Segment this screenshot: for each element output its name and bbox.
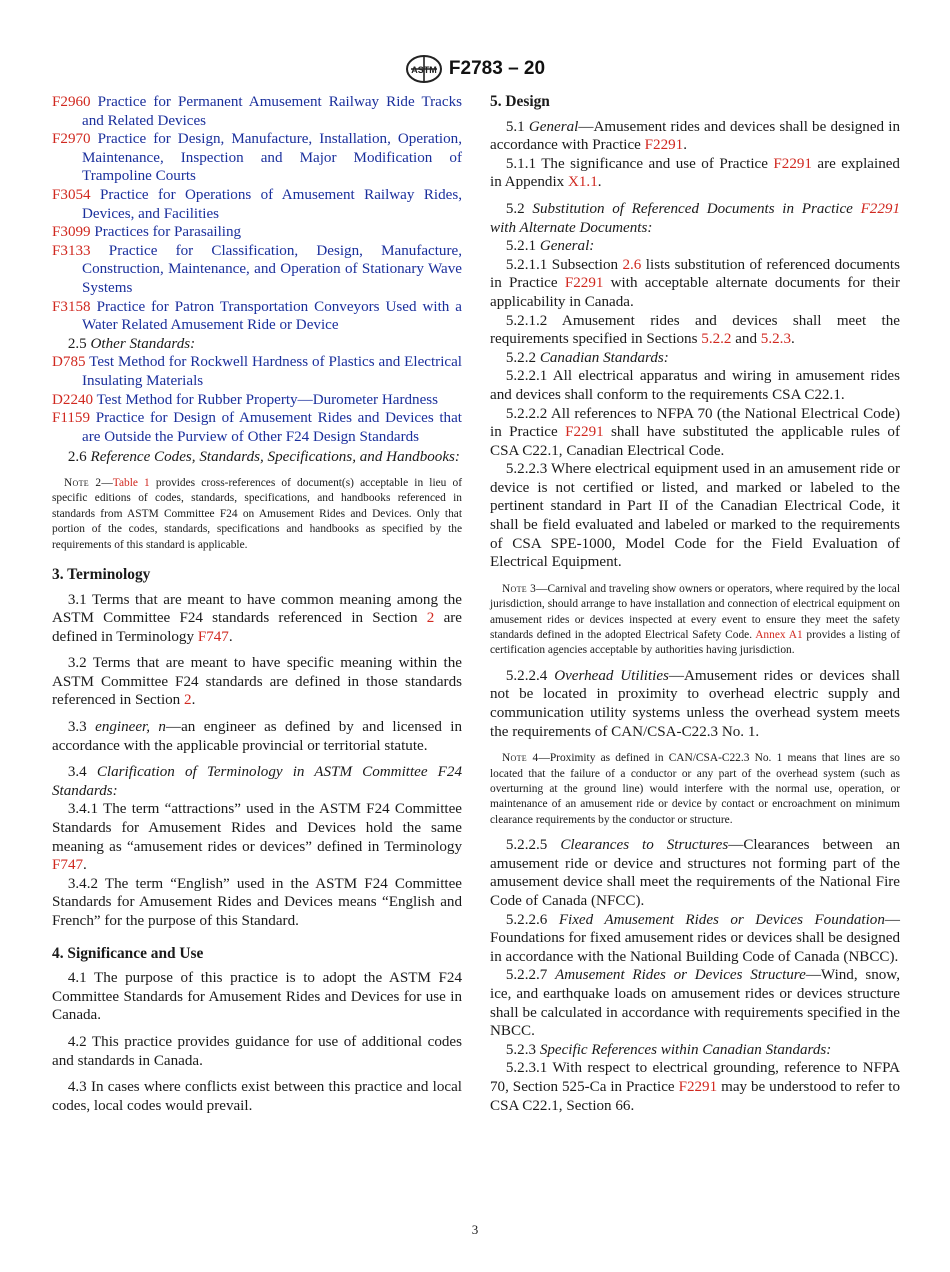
f747-link[interactable]: F747 (197, 628, 229, 645)
paragraph-5-2-3-1: 5.2.3.1 With respect to electrical grounding, reference to NFPA 70, Section 525-Ca in Practice F2291 may be understood to refer to CSA C22.1, Section 66. (490, 1060, 900, 1114)
reference-f3158[interactable]: F3158 Practice for Patron Transportation Conveyors Used with a Water Related Amusement Ride or Device (52, 298, 462, 334)
paragraph-4-1: 4.1 The purpose of this practice is to adopt the ASTM F24 Committee Standards for Amusement Rides and Devices for use in Canada. (52, 970, 462, 1024)
paragraph-5-2-3: 5.2.3 Specific References within Canadian Standards: (505, 1041, 832, 1058)
reference-f3133[interactable]: F3133 Practice for Classification, Design, Manufacture, Construction, Maintenance, and Operation of Stationary Wave Systems (52, 242, 462, 296)
reference-f2970[interactable]: F2970 Practice for Design, Manufacture, Installation, Operation, Maintenance, Inspection and Major Modification of Trampoline Courts (52, 131, 462, 185)
paragraph-5-2-2-3: 5.2.2.3 Where electrical equipment used in an amusement ride or device is not certified or listed, and marked or labeled to the pertinent standard in Part II of the Canadian Electrical Code, it shall be field evaluated and labeled or marked to the requirements of CSA SPE-1000, Model Code for the Field Evaluation of Electrical Equipment. (490, 461, 900, 571)
reference-f3054[interactable]: F3054 Practice for Operations of Amusement Railway Rides, Devices, and Facilities (52, 186, 462, 222)
section-3-heading: 3. Terminology (52, 565, 151, 583)
standard-designation: F2783 – 20 (448, 58, 546, 79)
page-number: 3 (471, 1222, 479, 1237)
f2291-link[interactable]: F2291 (678, 1079, 718, 1095)
paragraph-5-2-2-4: 5.2.2.4 Overhead Utilities—Amusement rides or devices shall not be located in proximity to overhead electric supply and communication utility systems unless the overhead system meets the requirements of CAN/CSA-C22.3 No. 1. (490, 667, 901, 740)
section-5-2-3-link[interactable]: 5.2.3 (760, 331, 791, 348)
table-1-link[interactable]: Table 1 (112, 476, 150, 489)
reference-f3099[interactable]: F3099 Practices for Parasailing (52, 224, 242, 241)
f747-link[interactable]: F747 (52, 857, 84, 874)
paragraph-5-1: 5.1 General—Amusement rides and devices shall be designed in accordance with Practice F2291. (490, 118, 900, 154)
paragraph-5-2: 5.2 Substitution of Referenced Documents in Practice F2291 with Alternate Documents: (490, 200, 900, 236)
left-column (52, 93, 462, 1115)
f2291-link[interactable]: F2291 (644, 137, 684, 154)
section-2-6-heading: 2.6 Reference Codes, Standards, Specifications, and Handbooks: (67, 449, 460, 466)
note-3: Note 3—Carnival and traveling show owners or operators, where required by the local jurisdiction, should arrange to have installation and connection of electrical equipment on amusement rides or devices inspected at every event to ensure they meet the safety standards defined in the adopted Electrical Safety Code. Annex A1 provides a listing of certification agencies acceptable by authorities having jurisdiction. (490, 582, 901, 657)
paragraph-3-2: 3.2 Terms that are meant to have specific meaning within the ASTM Committee F24 standards are defined in those standards referenced in Section 2. (52, 655, 462, 709)
reference-d785[interactable]: D785 Test Method for Rockwell Hardness of Plastics and Electrical Insulating Materials (52, 354, 462, 389)
section-2-link[interactable]: 2 (184, 692, 192, 709)
paragraph-4-3: 4.3 In cases where conflicts exist between this practice and local codes, local codes would prevail. (52, 1079, 462, 1114)
right-column (490, 93, 900, 1115)
note-4: Note 4—Proximity as defined in CAN/CSA-C22.3 No. 1 means that lines are so located that the failure of a conductor or any part of the overhead system (such as overturning at the ground line) would interfere with the normal use, operation, or maintenance of an amusement ride or device by contact or encroachment on minimum clearance requirements by the conductor or structure. (490, 752, 900, 826)
f2291-link[interactable]: F2291 (564, 275, 604, 292)
paragraph-5-1-1: 5.1.1 The significance and use of Practice F2291 are explained in Appendix X1.1. (490, 155, 900, 191)
paragraph-5-2-2-6: 5.2.2.6 Fixed Amusement Rides or Devices Foundation—Foundations for fixed amusement rides or devices shall be designed in accordance with the National Building Code of Canada (NBCC). (490, 911, 900, 965)
reference-d2240[interactable]: D2240 Test Method for Rubber Property—Durometer Hardness (52, 391, 439, 408)
paragraph-3-3: 3.3 engineer, n—an engineer as defined by and licensed in accordance with the applicable provincial or territorial statute. (52, 719, 463, 754)
paragraph-5-2-2-1: 5.2.2.1 All electrical apparatus and wiring in amusement rides and devices shall conform to the requirements CSA C22.1. (490, 368, 900, 403)
paragraph-5-2-1: 5.2.1 General: (505, 238, 595, 255)
paragraph-5-2-2-5: 5.2.2.5 Clearances to Structures—Clearances between an amusement ride or device and structures not forming part of the amusement device shall meet the requirements of the National Fire Code of Canada (NFCC). (490, 837, 900, 910)
note-2: Note 2—Table 1 provides cross-references of document(s) acceptable in lieu of specific editions of codes, standards, specifications, and handbooks referenced in standards from ASTM Committee F24 on Amusement Rides and Devices. Only that portion of the codes, standards, specifications and handbooks as specified by the requirements of this standard is applicable. (52, 476, 462, 551)
reference-f1159[interactable]: F1159 Practice for Design of Amusement Rides and Devices that are Outside the Purview of Other F24 Design Standards (52, 410, 462, 445)
paragraph-3-1: 3.1 Terms that are meant to have common meaning among the ASTM Committee F24 standards referenced in Section 2 are defined in Terminology F747. (52, 591, 462, 645)
reference-f2960[interactable]: F2960 Practice for Permanent Amusement Railway Ride Tracks and Related Devices (52, 94, 462, 129)
page-header (0, 54, 950, 84)
f2291-link[interactable]: F2291 (773, 155, 812, 172)
paragraph-3-4-2: 3.4.2 The term “English” used in the ASTM F24 Committee Standards for Amusement Rides and Devices means “English and French” for the purpose of this Standard. (52, 875, 462, 929)
section-2-link[interactable]: 2 (426, 610, 435, 627)
f2291-link[interactable]: F2291 (860, 200, 900, 217)
svg-text:ASTM: ASTM (411, 65, 437, 75)
paragraph-5-2-2-7: 5.2.2.7 Amusement Rides or Devices Structure—Wind, snow, ice, and earthquake loads on amusement rides or devices structure shall be calculated in accordance with requirements specified in the NBCC. (490, 967, 900, 1040)
section-2-5-heading: 2.5 Other Standards: (67, 335, 196, 352)
section-5-2-2-link[interactable]: 5.2.2 (701, 331, 732, 348)
astm-logo-icon (405, 54, 443, 84)
paragraph-4-2: 4.2 This practice provides guidance for use of additional codes and standards in Canada. (52, 1033, 462, 1069)
f2291-link[interactable]: F2291 (565, 424, 604, 441)
paragraph-5-2-1-1: 5.2.1.1 Subsection 2.6 lists substitution of referenced documents in Practice F2291 with acceptable alternate documents for their applicability in Canada. (490, 256, 900, 310)
paragraph-5-2-2-2: 5.2.2.2 All references to NFPA 70 (the National Electrical Code) in Practice F2291 shall have substituted the applicable rules of CSA C22.1, Canadian Electrical Code. (490, 405, 900, 459)
paragraph-5-2-1-2: 5.2.1.2 Amusement rides and devices shall meet the requirements specified in Sections 5.2.2 and 5.2.3. (490, 312, 900, 348)
subsection-2-6-link[interactable]: 2.6 (622, 256, 642, 273)
section-4-heading: 4. Significance and Use (52, 944, 204, 962)
paragraph-3-4-1: 3.4.1 The term “attractions” used in the ASTM F24 Committee Standards for Amusement Rides and Devices hold the same meaning as “amusement rides or devices” defined in Terminology F747. (52, 801, 462, 874)
annex-a1-link[interactable]: Annex A1 (755, 629, 803, 642)
paragraph-3-4: 3.4 Clarification of Terminology in ASTM Committee F24 Standards: (52, 764, 462, 799)
appendix-x1-1-link[interactable]: X1.1 (567, 174, 598, 191)
paragraph-5-2-2: 5.2.2 Canadian Standards: (505, 349, 669, 366)
section-5-heading: 5. Design (490, 93, 550, 110)
